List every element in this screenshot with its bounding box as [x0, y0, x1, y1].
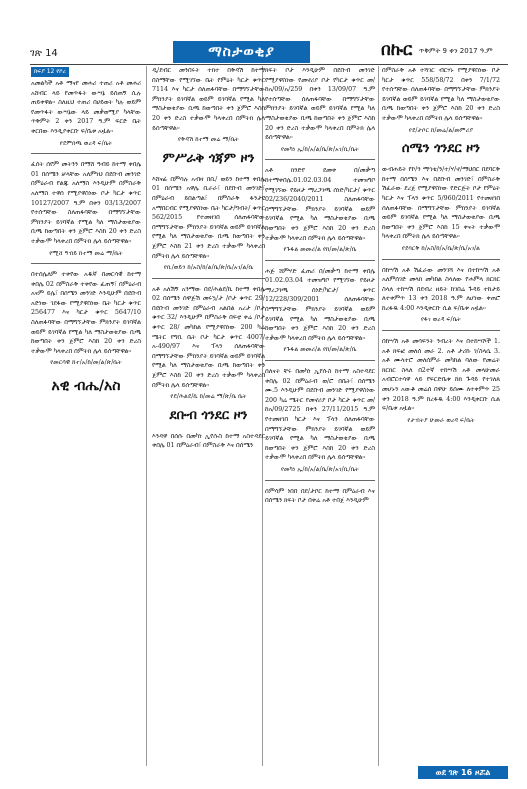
notice-text: እንዳዋ በሰሱ በመካነ ኢየሱስ ከተማ አስተዳደር ቀበሌ 01 በምዕራብ፣ በምስራቅ እና በሰሜን	[152, 432, 265, 450]
dateline: ጥቅምት 9 ቀን 2017 ዓ.ም	[419, 47, 493, 55]
continued-label: ወደ ገጽ 16 ዞሯል	[418, 766, 508, 779]
column-3	[265, 66, 375, 506]
notice-signature: የቢ/ወይን ከ/አስ/ከ/ል/ቤ/ጽ/ቤ/አገ/ል/ቤ	[163, 264, 254, 272]
notice-text: ክፍት ቦታ እንዲሁም በደቡብ መንገድ የሚያዋስነው የመኖሪያ ቦታ የካርታ ቁጥር መ/ከአ/09/አ/259 በቀን 13/09/07 ዓ.ም የተሰጣቸው ሰለጠፋባቸው በማግኘታቸው ምክንያት ይገባኛል ወይም ይገባኛል የሚል ካለ ማስታወቂያው ቢጫ ከወጣበት ቀን ጀምሮ እስከ 20 ቀን ድረስ ተቃውሞ ካላቀረበ በምትክ ሌላ ይሰጣቸዋል፡፡	[265, 67, 375, 142]
page-number: ገጽ 14	[30, 48, 58, 59]
section-banner: ማስታወቂያ	[173, 41, 310, 63]
notice-separator	[31, 263, 141, 264]
notice-signature: የደምበጫ ወረዳ ፍ/ቤት	[59, 139, 113, 147]
zone-heading: ደቡብ ጎንደር ዞን	[169, 407, 248, 423]
notice-text: ሰምሳም ነበበ በደ/ታቦር ከተማ በምዕራብ እና በሰሜን ክፍት ቦታ በቀሬ አቶ ተበጀ እንዲሁም	[265, 487, 375, 505]
notice-signature: የመካነ ኢ/ከ/አ/ል/ቤ/ጽ/አገ/ቢ/ቤት	[280, 465, 360, 473]
notice-signature: የመካነ ኢ/ከ/አ/ል/ቤ/ጽ/አገ/ቢ/ቤት	[280, 145, 360, 153]
notice-text: በተሰሌለም ተቀየው አዱኛ በመርሳዊ ከተማ ቀበሌ 02 በምስራቅ ተቀየው ፈጠኝ፣ በምዕራብ አናም ይሌ፣ በሰሜን መንገድ እንዲሁም በደቡብ አድነው ገደፋው የሚያዋስነው ቤት ካርታ ቁጥር 256477 እና ካርታ ቁጥር 5647/10 ስለጠፋባቸው በማግኘታቸው ምክንያት ይገባኛል ወይም ይገባኛል የሚል ካለ ማስታወቂያው ቢጫ ከወጣበት ቀን ጀምሮ እስከ 20 ቀን ድረስ ተቃውሞ ካላቀረበ በምትክ ሌላ ይሰጣቸዋል፡፡	[31, 271, 141, 355]
notice-signature: የደ/ሕልደ/ኬ ከ/መሬ ማ/ጽ/ቤ ቤት	[170, 393, 247, 401]
notice-text: በምስራቅ አቶ ተሻገር ብርሃኑ የሚያዋስነው ቦታ ካርታ ቁጥር 558/58/72 በቀን 7/1/72 የተሰጣቸው ሰለጠፋባቸው በማግኘታቸው ምክንያት ይገባኛል ወይም ይገባኛል የሚል ካለ ማስታወቂያው ቢጫ ከወጣበት ቀን ጀምሮ እስከ 20 ቀን ድረስ ተቃውሞ ካላቀረበ በምትክ ሌላ ይሰጣቸዋል፡፡	[382, 67, 500, 122]
notice-signature: የደባርቅ ከ/አስ/ከ/አ/ቤ/ጽ/ቤ/አገ/ል	[401, 244, 481, 252]
notice-signature: የጉፋል መመሪ/ል የከ/መ/ል/ጽ/ቤ	[283, 346, 357, 354]
notice-signature: የመርሳዊ ከተ/አ/ከ/መ/ል/ጽ/ቤት	[50, 359, 122, 367]
notice-signature: የታብትያ ሁመራ ወረዳ ፍ/ቤት	[407, 416, 475, 424]
column-divider	[146, 66, 147, 766]
notice-text: በከሣሽ አቶ ሽፈራው መንገሻ እና በተከሣሽ አቶ አለምሰገድ መላክ መካከል ስላለው የሐምላ ክርክር ስላለ ተከሣሽ በደብረ ዘይት ከገበሬ ጉዳይ ተከታይ ለተቀምጥ 13 ቀን 2018 ዓ.ም ለሆነው ቀጠሮ ከረፋዱ 4:00 እንዲቀርቡ ሲል ፍ/ቤቱ አዟል፡፡	[382, 266, 500, 312]
notice-text: ሐጅ ሸምሃድ ፈጠሪ በ/መቃጣ ከተማ ቀበሌ 01.02.03.04 ተመዝግቦ የሚገኘው የይዞታ ማረጋገጫ ሰነድ/ካርታ/ ቁጥር 12/228/309/2001 ሰለጠፋባቸው በማግኘታቸው ምክንያት ይገባኛል ወይም ይገባኛል የሚል ካለ ማስታወቂያው ቢጫ ከወጣበት ቀን ጀምሮ እስከ 20 ቀን ድረስ ተቃውሞ ካላቀረበ በምትክ ሌላ ይሰጣቸዋል፡፡	[265, 267, 375, 342]
notice-signature: የሚሸ ዓብይ ከተማ መሬ ማ/ቤት	[49, 249, 123, 257]
notice-text: ፈሰት ሰየም መትንን በማሸ ዓብይ ከተማ ቀበሌ 01 በሰሜን ቻላቸው አለምነህ በደቡብ መንገድ በምዕራብ የልጁ አለማስ እንዲሁም በምስራቅ አለማስ ተዋሰ የሚያዋስነው ቦታ ካርታ ቁጥር 10127/2007 ዓ.ም በቀን 03/13/2007 የተሰጣቸው ስለጠፋባቸው በማግኘታቸው ምክንያት ይገባኛል የሚል ካለ ማስታወቂያው ቢጫ ከወጣበት ቀን ጀምሮ እስከ 20 ቀን ድረስ ተቃውሞ ካላቀረበ በምትክ ሌላ ይሰጣቸዋል፡፡	[31, 161, 141, 245]
notice-text: እሸናፊ በምሳሉ አብዛ በቢ/ ወይን ከተማ ቀበሌ 01 በሰሜን አዋሌ ቢራራ፣ በደቡብ መንገድ፣ በምዕራብ ይበልጣል፣ በምስራቅ ፋንታዩ አማበርብር የሚያዋስነው ቤት ካርታ/ግብት/ ቁጥር 562/2015 የተመዘገበ ሰለጠፋባቸው በማግኘታቸው ምክንያት ይገባኛል ወይም ይገባኛል የሚል ካለ ማስታወቂያው ቢጫ ከወጣበት ቀን ጀምሮ እስከ 21 ቀን ድረስ ተቃውሞ ካላቀረበ በምትክ ሌላ ይሰጣቸዋል፡፡	[152, 175, 265, 260]
column-divider	[378, 66, 379, 766]
notice-text: ውብሐይት የኮ/ን ማኅቴ/ን/ተ/ሃ/ኖ/ማህበር በደባርቅ ከተማ በሰሜን እና በደቡብ መንገድ፣ በምስራቅ ሽፈራው ደረጀ የሚያዋስነው የድርጅት ቦታ የምዕት ካርታ እና ፕላን ቁጥር 5/960/2011 የተመዘገበ ሰለጠፋባቸው በማግኘታቸው ምክንያት ይገባኛል ወይም ይገባኛል የሚል ካለ ማስታወቂያው ቢጫ ከወጣበት ቀን ጀምሮ እስከ 15 ቀናት ተቃውሞ ካላቀረበ በምትክ ሌላ ይሰጣቸዋል፡፡	[382, 166, 500, 241]
zone-heading: ምሥራቅ ጎጃም ዞን	[162, 150, 255, 166]
notice-separator	[382, 330, 500, 331]
zone-heading: አዊ ብሔ/አስ	[51, 378, 121, 395]
notice-text: አቶ ክንድየ ደመቀ በ/መቃጣ ከተማቀበሌ.01.02.03.04 ተመዝግቦ የሚገኘው የይዞታ ማረጋገጫ ሰነድ/ካርታ/ ቁጥር 02/236/2040/2011 ስለጠፋባቸው በማግኘታቸው ምክንያት ይገባኛል ወይም ይገባኛል የሚል ካለ ማስታወቂያው ቢጫ ከወጣበት ቀን ጀምሮ እስከ 20 ቀን ድረስ ተቃውሞ ካላቀረበ በምትክ ሌላ ይሰጣቸዋል፡፡	[265, 167, 375, 242]
notice-separator	[382, 259, 500, 260]
notice-signature: የፋገ ወረዳ ፍ/ቤት	[420, 316, 462, 324]
notice-text: አቶ አለሽኝ አንማው በደ/ሕልደ/ኬ ከተማ ቀበሌ 02 በሰሜን ሰዋጅሽ መሩኳ/ታ /ቦታ ቁጥር 29/ በደቡብ መንገድ በምዕራብ አልበል አረታ /ቦታ ቁጥር 32/ እንዲሁም በምስራቅ በፍቲ ቀሬ /ቦታ ቁጥር 28/ መካከል የሚያዋስነው 200 ካሬ ሜትር የግቢ ቤት ቦታ ካርታ ቁጥር 4007/አ-490/97 እና ፕላን ሰለጠፋባቸው በማግኘታቸው ምክንያት ይገባኛል ወይም ይገባኛል የሚል ካለ ማስታወቂያው ቢጫ ከወጣበት ቀን ጀምሮ እስከ 20 ቀን ድረስ ተቃውሞ ካላቀረበ በምትክ ሌላ ይሰጣቸዋል፡፡	[152, 285, 265, 389]
notice-text: በከሣሽ አቶ መሳፍንት ንብረት እና በተከሣሾች 1. አቶ ክፍፎ መለሰ መራ 2. አቶ ታሪኩ ገ/ስላሴ 3. አቶ ሙላተሮ መለሰምራ መካከል ባለው የመሬት ክርክር ስላለ በ2ተኛ ተከሣሽ አቶ መላሁመራ አብሮርተሳዋ ላይ የፍርድቤቱ ከክ ጉዳይ የተገለጸ መሆኑን አውቆ መሬሰ በዋሁ ይሰሙ ለተቀምጥ 25 ቀን 2018 ዓ.ም ከረፋዱ 4:00 እንዲቀርቡ ሲል ፍ/ቤቱ አዟል፡፡	[382, 338, 500, 413]
header-rule	[30, 64, 508, 65]
notice-separator	[265, 480, 375, 481]
notice-signature: የደ/ታቦር ከ/መሬ/ል/መምሪያ	[408, 126, 474, 134]
column-2	[152, 66, 265, 451]
column-tag: ክፍያ 12 የኮረ	[31, 67, 69, 77]
notice-separator	[265, 360, 375, 361]
notice-text: ዲ/ደብር መንበሩት ተክተ በቅዳሽ ከተማ በስማቸው የሚገኘው ቤት የምዕት ካርታ ቁጥር 7114 እና ካርታ ሰለጠፋባቸው በማግኘታቸው ምክንያት ይገባኛል ወይም ይገባኛል የሚል ካለ ማስታወቂያው ቢጫ ከወጣበት ቀን ጀምሮ እስከ 20 ቀን ድረስ ተቃውሞ ካላቀረበ በምትክ ሌላ ይሰጣቸዋል፡፡	[152, 67, 265, 132]
notice-separator	[265, 260, 375, 261]
notice-text: አመልካች አቶ ማናየ መሐሪ ተጠሪ አቶ መሐሪ አሸብር ላይ የመጥፋት ውሣኔ ይሰጠኝ ሲሉ ጠይቀዋል፡፡ ስለዚህ ተጠሪ በሀይወት ካሉ ወይም የመጥፋት ውሣኔው ላይ መቃወሚያ ካላቸው ጥቅምት 2 ቀን 2017 ዓ.ም ፍርድ ቤት ቀርበው እንዲያቀርቡ ፍ/ቤቱ አዟል፡፡	[31, 80, 141, 135]
masthead-brand: በኩር	[381, 40, 413, 60]
zone-heading: ሰሜን ጎንደር ዞን	[401, 141, 481, 157]
column-4	[382, 66, 500, 430]
notice-text: ሰለናት ቸሩ በመካነ ኢየሱስ ከተማ አስተዳደር ቀበሌ 02 በምዕራብ ወ/ሮ በቤት፣ በሰሜን ሙ.5 እንዲሁም በደቡብ መንገድ የሚያዋስነው 200 ካሬ ሜትር የመኖሪያ ቦታ ካርታ ቁጥር መ/ከአ/09/2725 በቀን 27/11/2015 ዓ.ም የተመዘገበ ካርታ እና ፕላን ሰለጠፋባቸው በማግኘታቸው ምክንያት ይገባኛል ወይም ይገባኛል የሚል ካለ ማስታወቂያው ቢጫ ከወጣበት ቀን ጀምሮ እስከ 20 ቀን ድረስ ተቃውሞ ካላቀረበ በምትክ ሌላ ይሰጣቸዋል፡፡	[265, 368, 375, 462]
column-1	[31, 66, 141, 402]
notice-separator	[265, 159, 375, 160]
notice-separator	[152, 278, 265, 279]
notice-signature: የቅዳሽ ከተማ መሬ ማ/ቤት	[178, 136, 239, 144]
notice-signature: የጉፋል መመሪ/ል የከ/መ/ል/ጽ/ቤ	[283, 246, 357, 254]
notice-separator	[31, 153, 141, 154]
